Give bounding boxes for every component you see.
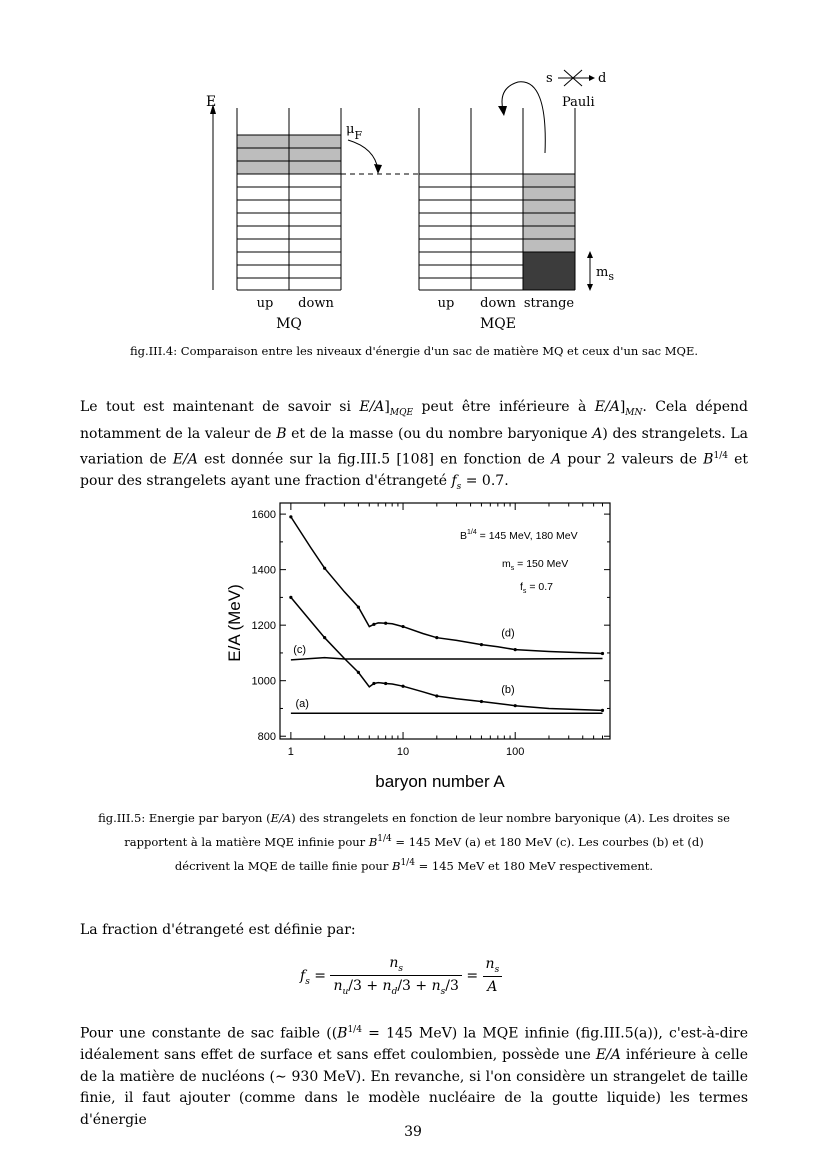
figure-iii-5-caption: fig.III.5: Energie par baryon (E/A) des strangelets en fonction de leur nombre baryonique (A). Les droites se rapportent à la matière MQE infinie pour $B^{1/4} = 145$ MeV (a) et 180 MeV (c). Les courbes (b) et (d) décrivent la MQE de taille finie pour $B^{1/4} = 145$ MeV et 180 MeV respectivement.: [98, 811, 730, 873]
series-point: [384, 682, 387, 685]
series-point: [323, 567, 326, 570]
y-axis-label: E/A (MeV): [225, 584, 244, 662]
mq-col-up: up: [256, 296, 274, 311]
mq-col-down: down: [298, 296, 334, 311]
mqe-col-up: up: [437, 296, 455, 311]
mqe-bag: [419, 108, 575, 290]
series-point: [401, 625, 404, 628]
series-label-a: (a): [295, 698, 309, 711]
series-point: [480, 700, 483, 703]
series-label-b: (b): [501, 684, 515, 697]
svg-text:ms: [596, 265, 614, 283]
annotation-bag-constant: $B^{1/4} = 145$ MeV, 180 MeV: [460, 529, 578, 542]
series-point: [357, 671, 360, 674]
y-tick-label: 1200: [251, 620, 276, 633]
energy-axis-label: E: [206, 94, 217, 110]
paragraph-1: Le tout est maintenant de savoir si $E/A]_{MQE}$ peut être inférieure à $E/A]_{MN}$. Cela dépend notamment de la valeur de B et de la masse (ou du nombre baryonique A) des strangelets. La variation de E/A est donnée sur la fig.III.5 [108] en fonction de A pour 2 valeurs de $B^{1/4}$ et pour des strangelets ayant une fraction d'étrangeté $f_s = 0.7$.: [80, 399, 749, 492]
y-tick-label: 1600: [251, 509, 276, 522]
series-point: [601, 652, 604, 655]
annotation-strangeness-fraction: $f_s = 0.7$: [520, 581, 553, 595]
x-axis-label: baryon number A: [375, 772, 505, 791]
series-point: [514, 648, 517, 651]
series-point: [323, 636, 326, 639]
annotation-strange-mass: $m_s = 150$ MeV: [502, 558, 569, 572]
x-tick-label: 100: [506, 746, 525, 758]
pauli-label: Pauli: [562, 95, 595, 110]
pauli-s-label: s: [546, 71, 553, 86]
svg-text:μF: [346, 122, 362, 142]
pauli-d-label: d: [598, 71, 607, 86]
series-label-d: (d): [501, 627, 515, 640]
series-point: [480, 643, 483, 646]
series-point: [435, 694, 438, 697]
ms-label: m: [596, 265, 609, 280]
strangeness-fraction-equation: $f_s$ = $\frac{n_s}{n_u/3 + n_d/3 + n_s/3}$ = $\frac{n_s}{A}$: [300, 955, 502, 997]
mq-title: MQ: [276, 316, 302, 332]
ms-sub-label: s: [608, 270, 614, 283]
series-point: [289, 596, 292, 599]
x-tick-label: 10: [396, 746, 410, 758]
paragraph-3: Pour une constante de sac faible (($B^{1/4} = 145$ MeV) la MQE infinie (fig.III.5(a)), c'est-à-dire idéalement sans effet de surface et sans effet coulombien, possède une E/A inférieure à celle de la matière de nucléons (∼ 930 MeV). En revanche, si l'on considère un strangelet de taille finie, il faut ajouter (comme dans le modèle nucléaire de la goutte liquide) les termes d'énergie: [80, 1025, 748, 1128]
series-point: [435, 636, 438, 639]
series-point: [372, 682, 375, 685]
y-tick-label: 1400: [251, 564, 276, 577]
series-point: [357, 606, 360, 609]
series-point: [401, 685, 404, 688]
series-point: [514, 704, 517, 707]
series-label-c: (c): [293, 643, 307, 656]
series-point: [384, 622, 387, 625]
mqe-col-down: down: [480, 296, 516, 311]
figure-iii-4-caption: fig.III.4: Comparaison entre les niveaux d'énergie d'un sac de matière MQ et ceux d'un sac MQE.: [129, 344, 699, 358]
series-line-b: [291, 597, 603, 710]
mq-bag: [237, 108, 341, 290]
series-point: [372, 623, 375, 626]
series-line-c: [291, 658, 603, 660]
series-point: [289, 515, 292, 518]
fermi-mu-label: μ: [346, 122, 355, 137]
energy-level-diagram: [180, 60, 660, 340]
series-point: [601, 709, 604, 712]
fermi-sub-label: F: [354, 129, 363, 142]
mqe-col-strange: strange: [523, 296, 575, 311]
y-tick-label: 800: [257, 731, 276, 744]
x-tick-label: 1: [287, 746, 294, 758]
page-number: 39: [404, 1124, 422, 1140]
y-tick-label: 1000: [251, 675, 276, 688]
mqe-title: MQE: [479, 316, 517, 332]
strangelet-energy-chart: [210, 495, 630, 795]
paragraph-2: La fraction d'étrangeté est définie par:: [80, 922, 356, 938]
